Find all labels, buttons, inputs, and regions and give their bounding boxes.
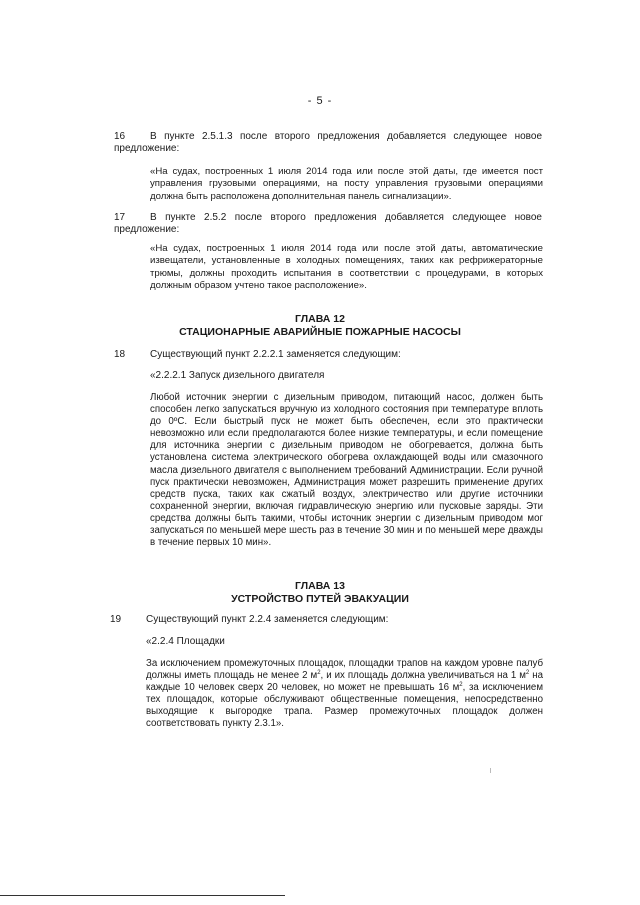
item-19-body (146, 658, 543, 731)
chapter-12-label: ГЛАВА 12 (295, 313, 345, 325)
item-17-text: В пункте 2.5.2 после второго предложения добавляется следующее новое предложение: (114, 212, 542, 235)
item-18-body: Любой источник энергии с дизельным приводом, питающий насос, должен быть способен легко запускаться вручную из холодного состояния при температуре вплоть до 0ºC. Если быстрый пуск не может быть обеспечен, если это практически невозможно или если предполагаются более низкие температуры, и если помещение для источника энергии с дизельным приводом не обогревается, должна быть установлена система электрического обогрева охлаждающей воды или смазочного масла дизельного двигателя с выполнением требований Администрации. Если ручной пуск практически невозможен, Администрация может разрешить применение других средств пуска, таких как сжатый воздух, электричество или другие источники сохраненной энергии, включая гидравлическую энергию или пусковые заряды. Эти средства должны быть такими, чтобы источник энергии с дизельным приводом мог запускаться по меньшей мере шесть раз в течение 30 мин и по меньшей мере дважды в течение первых 10 мин». (150, 392, 543, 549)
item-number-18: 18 (114, 349, 126, 360)
scan-speck (490, 768, 491, 773)
superscript-2: 2 (317, 669, 321, 676)
item-17-quote: «На судах, построенных 1 июля 2014 года или после этой даты, автоматические извещатели, установленные в холодных помещениях, таких как рефрижераторные трюмы, должны проходить испытания в соответствии с процедурами, в которых должным образом учтено такое расположение». (150, 243, 543, 292)
item-19-text: Существующий пункт 2.2.4 заменяется следующим: (146, 614, 389, 625)
item-18-text: Существующий пункт 2.2.2.1 заменяется следующим: (150, 349, 401, 360)
item-number-19: 19 (110, 614, 122, 625)
item-16-text: В пункте 2.5.1.3 после второго предложения добавляется следующее новое предложение: (114, 131, 542, 154)
item-19-body-part-b: , и их площадь должна увеличиваться на 1 м (320, 670, 526, 682)
item-19-body-part-c: на каждые 10 человек сверх 20 человек, но может не превышать 16 м (146, 670, 543, 694)
page-number: - 5 - (307, 95, 333, 107)
item-18-subhead: «2.2.2.1 Запуск дизельного двигателя (150, 370, 325, 381)
item-number-16: 16 (114, 131, 126, 142)
chapter-12-title: СТАЦИОНАРНЫЕ АВАРИЙНЫЕ ПОЖАРНЫЕ НАСОСЫ (179, 326, 461, 338)
item-19-body-part-d: , за исключением тех площадок, которые обслуживают общественные помещения, непосредственно выходящие к выгородке трапа. Размер промежуточных площадок должен соответствовать пункту 2.3.1». (146, 682, 543, 730)
chapter-13-label: ГЛАВА 13 (295, 580, 345, 592)
item-19-body-part-a: За исключением промежуточных площадок, площадки трапов на каждом уровне палуб должны иметь площадь не менее 2 м (146, 658, 543, 682)
superscript-2: 2 (525, 669, 530, 676)
item-number-17: 17 (114, 212, 126, 223)
superscript-2: 2 (459, 681, 463, 688)
item-19-subhead: «2.2.4 Площадки (146, 636, 225, 647)
footer-rule (0, 895, 285, 896)
chapter-13-title: УСТРОЙСТВО ПУТЕЙ ЭВАКУАЦИИ (231, 593, 409, 605)
item-16-quote: «На судах, построенных 1 июля 2014 года или после этой даты, где имеется пост управления грузовыми операциями, на посту управления грузовыми операциями должна быть расположена дополнительная панель сигнализации». (150, 166, 543, 202)
